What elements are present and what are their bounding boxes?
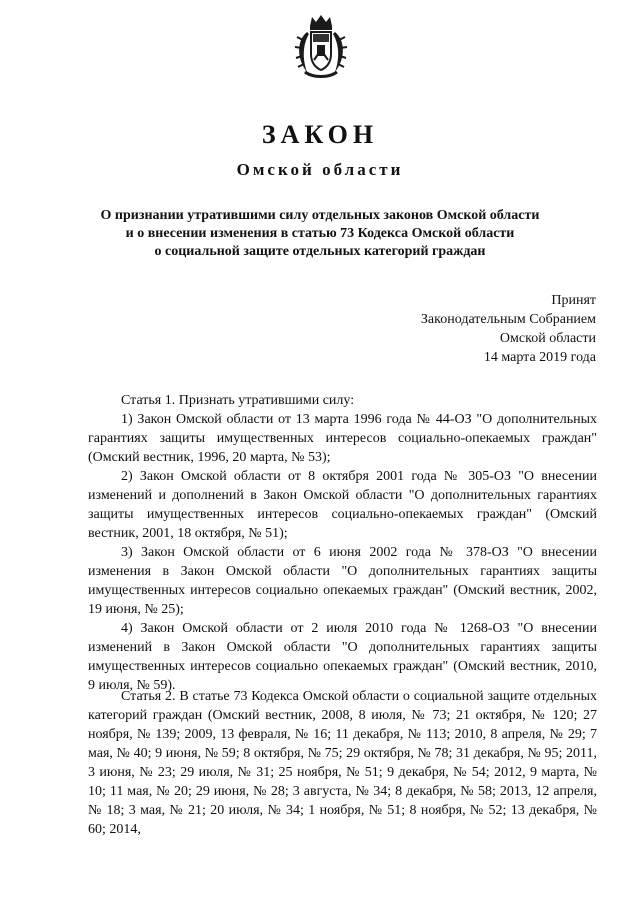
article-2 bbox=[88, 687, 597, 839]
adoption-line: Омской области bbox=[499, 331, 596, 346]
article-1-item: 4) Закон Омской области от 2 июля 2010 года № 1268-ОЗ "О внесении изменений в Закон Омской области "О дополнительных гарантиях защиты имущественных интересов социально опекаемых граждан" (Омский вестник, 2010, 9 июля, № 59). bbox=[88, 621, 597, 693]
article-2-text: Статья 2. В статье 73 Кодекса Омской области о социальной защите отдельных категорий граждан (Омский вестник, 2008, 8 июля, № 73; 21 октября, № 120; 27 ноября, № 139; 2009, 13 февраля, № 16; 11 декабря, № 113; 2010, 8 апреля, № 29; 7 мая, № 40; 9 июня, № 59; 8 октября, № 75; 29 октября, № 78; 31 декабря, № 95; 2011, 3 июня, № 23; 29 июля, № 31; 25 ноября, № 51; 9 декабря, № 54; 2012, 9 марта, № 10; 11 мая, № 20; 29 июня, № 28; 3 августа, № 34; 8 декабря, № 58; 2013, 12 апреля, № 18; 3 мая, № 21; 20 июля, № 34; 1 ноября, № 51; 8 ноября, № 52; 13 декабря, № 60; 2014, bbox=[88, 689, 597, 837]
article-1-item: 3) Закон Омской области от 6 июня 2002 года № 378-ОЗ "О внесении изменения в Закон Омской области "О дополнительных гарантиях защиты имущественных интересов социально опекаемых граждан" (Омский вестник, 2002, 19 июня, № 25); bbox=[88, 545, 597, 617]
law-subject bbox=[60, 207, 580, 261]
adoption-block bbox=[421, 291, 596, 367]
adoption-line: Принят bbox=[551, 293, 596, 308]
omsk-coat-of-arms-icon bbox=[293, 12, 349, 80]
article-1-item: 1) Закон Омской области от 13 марта 1996 года № 44-ОЗ "О дополнительных гарантиях защиты имущественных интересов социально-опекаемых граждан" (Омский вестник, 1996, 20 марта, № 53); bbox=[88, 412, 597, 465]
article-1 bbox=[88, 391, 597, 695]
law-subject-line: О признании утратившими силу отдельных законов Омской области bbox=[100, 208, 540, 223]
article-1-item: 2) Закон Омской области от 8 октября 2001 года № 305-ОЗ "О внесении изменений и дополнений в Закон Омской области "О дополнительных гарантиях защиты имущественных интересов социально-опекаемых граждан" (Омский вестник, 2001, 18 октября, № 51); bbox=[88, 469, 597, 541]
law-subject-line: и о внесении изменения в статью 73 Кодекса Омской области bbox=[125, 226, 515, 241]
law-subject-line: о социальной защите отдельных категорий граждан bbox=[154, 244, 486, 259]
adoption-date: 14 марта 2019 года bbox=[483, 350, 596, 365]
document-title: ЗАКОН bbox=[261, 120, 379, 149]
document-region: Омской области bbox=[236, 160, 404, 179]
adoption-line: Законодательным Собранием bbox=[420, 312, 596, 327]
article-1-intro: Статья 1. Признать утратившими силу: bbox=[121, 393, 355, 408]
